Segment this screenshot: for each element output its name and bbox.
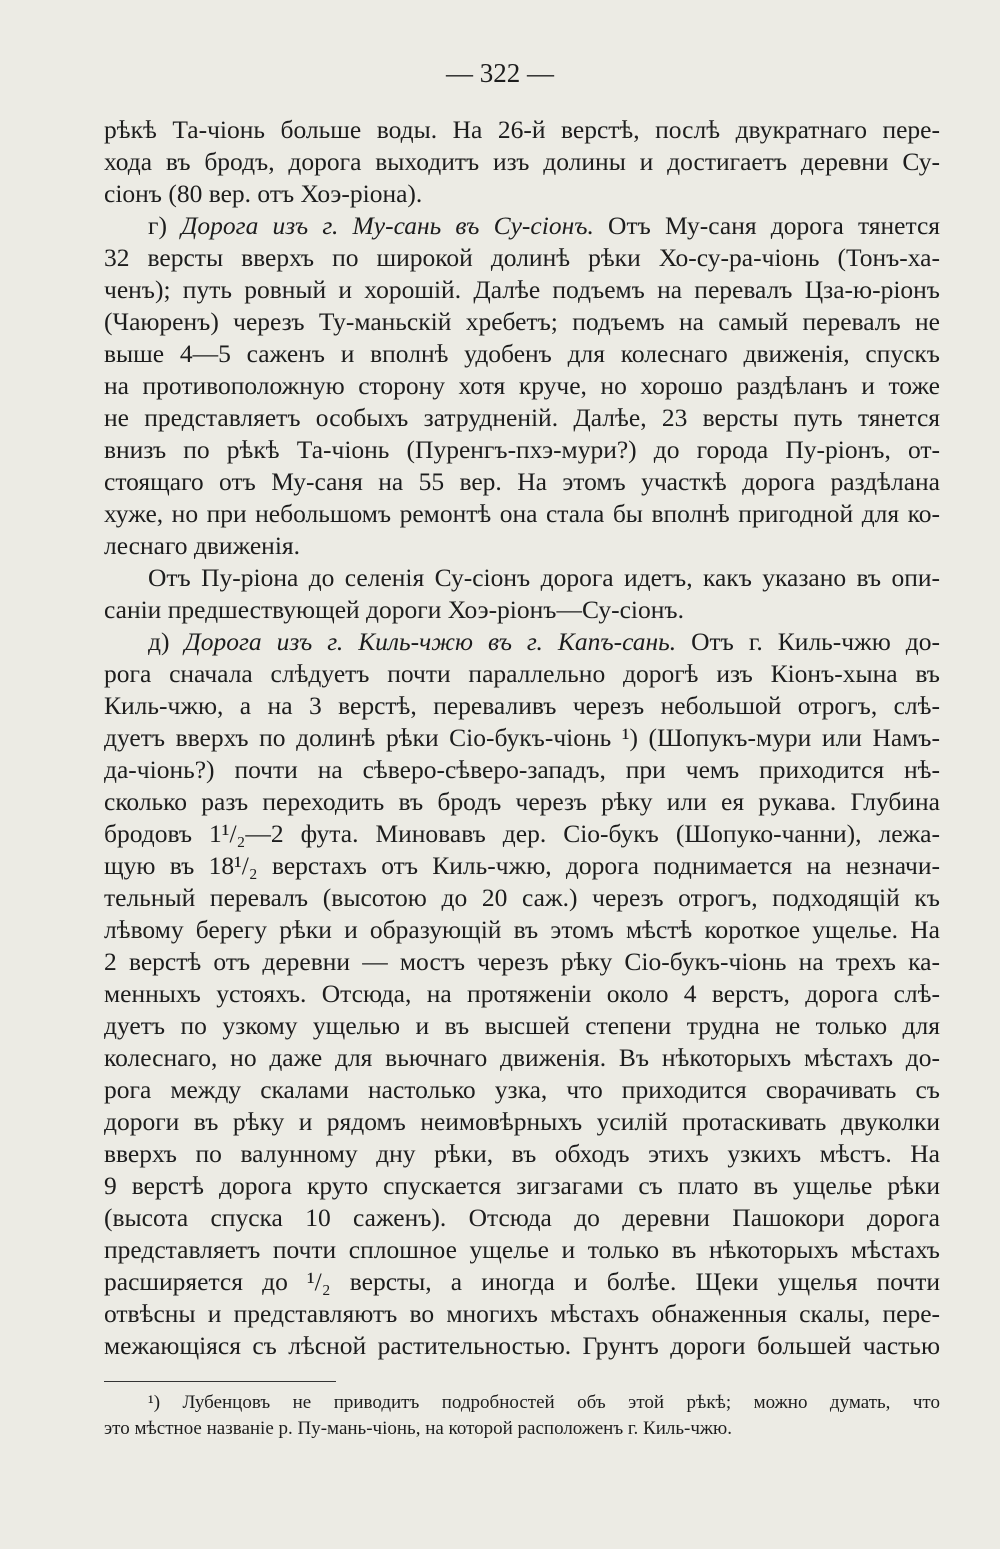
- text-line: межающіяся съ лѣсной растительностью. Грунтъ дороги большей частью: [104, 1331, 940, 1360]
- text-line: стоящаго отъ Му-саня на 55 вер. На этомъ участкѣ дорога раздѣлана: [104, 467, 940, 496]
- text-line: сколько разъ переходить въ бродъ черезъ рѣку или ея рукава. Глубина: [104, 787, 940, 816]
- text-line: вверхъ по валунному дну рѣки, въ обходъ этихъ узкихъ мѣстъ. На: [104, 1139, 940, 1168]
- text-line: выше 4—5 саженъ и вполнѣ удобенъ для колеснаго движенія, спускъ: [104, 339, 940, 368]
- text-line: рога между скалами настолько узка, что приходится сворачивать съ: [104, 1075, 940, 1104]
- text-line: хода въ бродъ, дорога выходитъ изъ долины и достигаетъ деревни Су-: [104, 147, 940, 176]
- text-line: расширяется до ¹/₂ версты, а иногда и болѣе. Щеки ущелья почти: [104, 1267, 940, 1296]
- text-line: внизъ по рѣкѣ Та-чіонь (Пуренгъ-пхэ-мури?) до города Пу-ріонъ, от-: [104, 435, 940, 464]
- text-line: рога сначала слѣдуетъ почти параллельно дорогѣ изъ Кіонъ-хына въ: [104, 659, 940, 688]
- text-line: лѣвому берегу рѣки и образующій въ этомъ мѣстѣ короткое ущелье. На: [104, 915, 940, 944]
- text-line: г) Дорога изъ г. Му-сань въ Су-сіонъ. Отъ Му-саня дорога тянется: [148, 211, 940, 240]
- text-line: дороги въ рѣку и рядомъ неимовѣрныхъ усилій протаскивать двуколки: [104, 1107, 940, 1136]
- footnote-line: это мѣстное названіе р. Пу-мань-чіонь, на которой расположенъ г. Киль-чжю.: [104, 1418, 732, 1439]
- text-line: леснаго движенія.: [104, 531, 301, 560]
- text-line: хуже, но при небольшомъ ремонтѣ она стала бы вполнѣ пригодной для ко-: [104, 499, 940, 528]
- text-line: не представляетъ особыхъ затрудненій. Далѣе, 23 версты путь тянется: [104, 403, 940, 432]
- text-line: менныхъ устояхъ. Отсюда, на протяженіи около 4 верстъ, дорога слѣ-: [104, 979, 940, 1008]
- footnotes: [104, 1390, 940, 1442]
- text-line: отвѣсны и представляютъ во многихъ мѣстахъ обнаженныя скалы, пере-: [104, 1299, 940, 1328]
- text-line: представляетъ почти сплошное ущелье и только въ нѣкоторыхъ мѣстахъ: [104, 1235, 940, 1264]
- text-line: 9 верстѣ дорога круто спускается зигзагами съ плато въ ущелье рѣки: [104, 1171, 940, 1200]
- text-line: ченъ); путь ровный и хорошій. Далѣе подъемъ на перевалъ Цза-ю-ріонъ: [104, 275, 940, 304]
- text-line: колеснаго, но даже для вьючнаго движенія. Въ нѣкоторыхъ мѣстахъ до-: [104, 1043, 940, 1072]
- text-line: 2 верстѣ отъ деревни — мостъ черезъ рѣку Сіо-букъ-чіонь на трехъ ка-: [104, 947, 940, 976]
- text-line: сіонъ (80 вер. отъ Хоэ-ріона).: [104, 179, 423, 208]
- footnote-divider: [104, 1381, 336, 1382]
- text-line: тельный перевалъ (высотою до 20 саж.) черезъ отрогъ, подходящій къ: [104, 883, 940, 912]
- text-line: бродовъ 1¹/₂—2 фута. Миновавъ дер. Сіо-букъ (Шопуко-чанни), лежа-: [104, 819, 940, 848]
- text-line: 32 версты вверхъ по широкой долинѣ рѣки Хо-су-ра-чіонь (Тонъ-ха-: [104, 243, 940, 272]
- text-line: (Чаюренъ) черезъ Ту-маньскій хребетъ; подъемъ на самый перевалъ не: [104, 307, 940, 336]
- text-line: саніи предшествующей дороги Хоэ-ріонъ—Су-сіонъ.: [104, 595, 684, 624]
- text-line: д) Дорога изъ г. Киль-чжю въ г. Капъ-сань. Отъ г. Киль-чжю до-: [148, 627, 940, 656]
- text-line: Киль-чжю, а на 3 верстѣ, переваливъ черезъ небольшой отрогъ, слѣ-: [104, 691, 940, 720]
- text-line: да-чіонь?) почти на сѣверо-сѣверо-западъ, при чемъ приходится нѣ-: [104, 755, 940, 784]
- text-line: дуетъ вверхъ по долинѣ рѣки Сіо-букъ-чіонь ¹) (Шопукъ-мури или Намъ-: [104, 723, 940, 752]
- text-line: (высота спуска 10 саженъ). Отсюда до деревни Пашокори дорога: [104, 1203, 940, 1232]
- text-line: на противоположную сторону хотя круче, но хорошо раздѣланъ и тоже: [104, 371, 940, 400]
- text-line: Отъ Пу-ріона до селенія Су-сіонъ дорога идетъ, какъ указано въ опи-: [148, 563, 940, 592]
- text-line: щую въ 18¹/₂ верстахъ отъ Киль-чжю, дорога поднимается на незначи-: [104, 851, 940, 880]
- footnote-line: ¹) Лубенцовъ не приводитъ подробностей объ этой рѣкѣ; можно думать, что: [148, 1392, 940, 1413]
- page-number: — 322 —: [446, 58, 554, 88]
- text-line: рѣкѣ Та-чіонь больше воды. На 26-й верстѣ, послѣ двукратнаго пере-: [104, 115, 940, 144]
- main-text: [104, 114, 940, 1362]
- text-line: дуетъ по узкому ущелью и въ высшей степени трудна не только для: [104, 1011, 940, 1040]
